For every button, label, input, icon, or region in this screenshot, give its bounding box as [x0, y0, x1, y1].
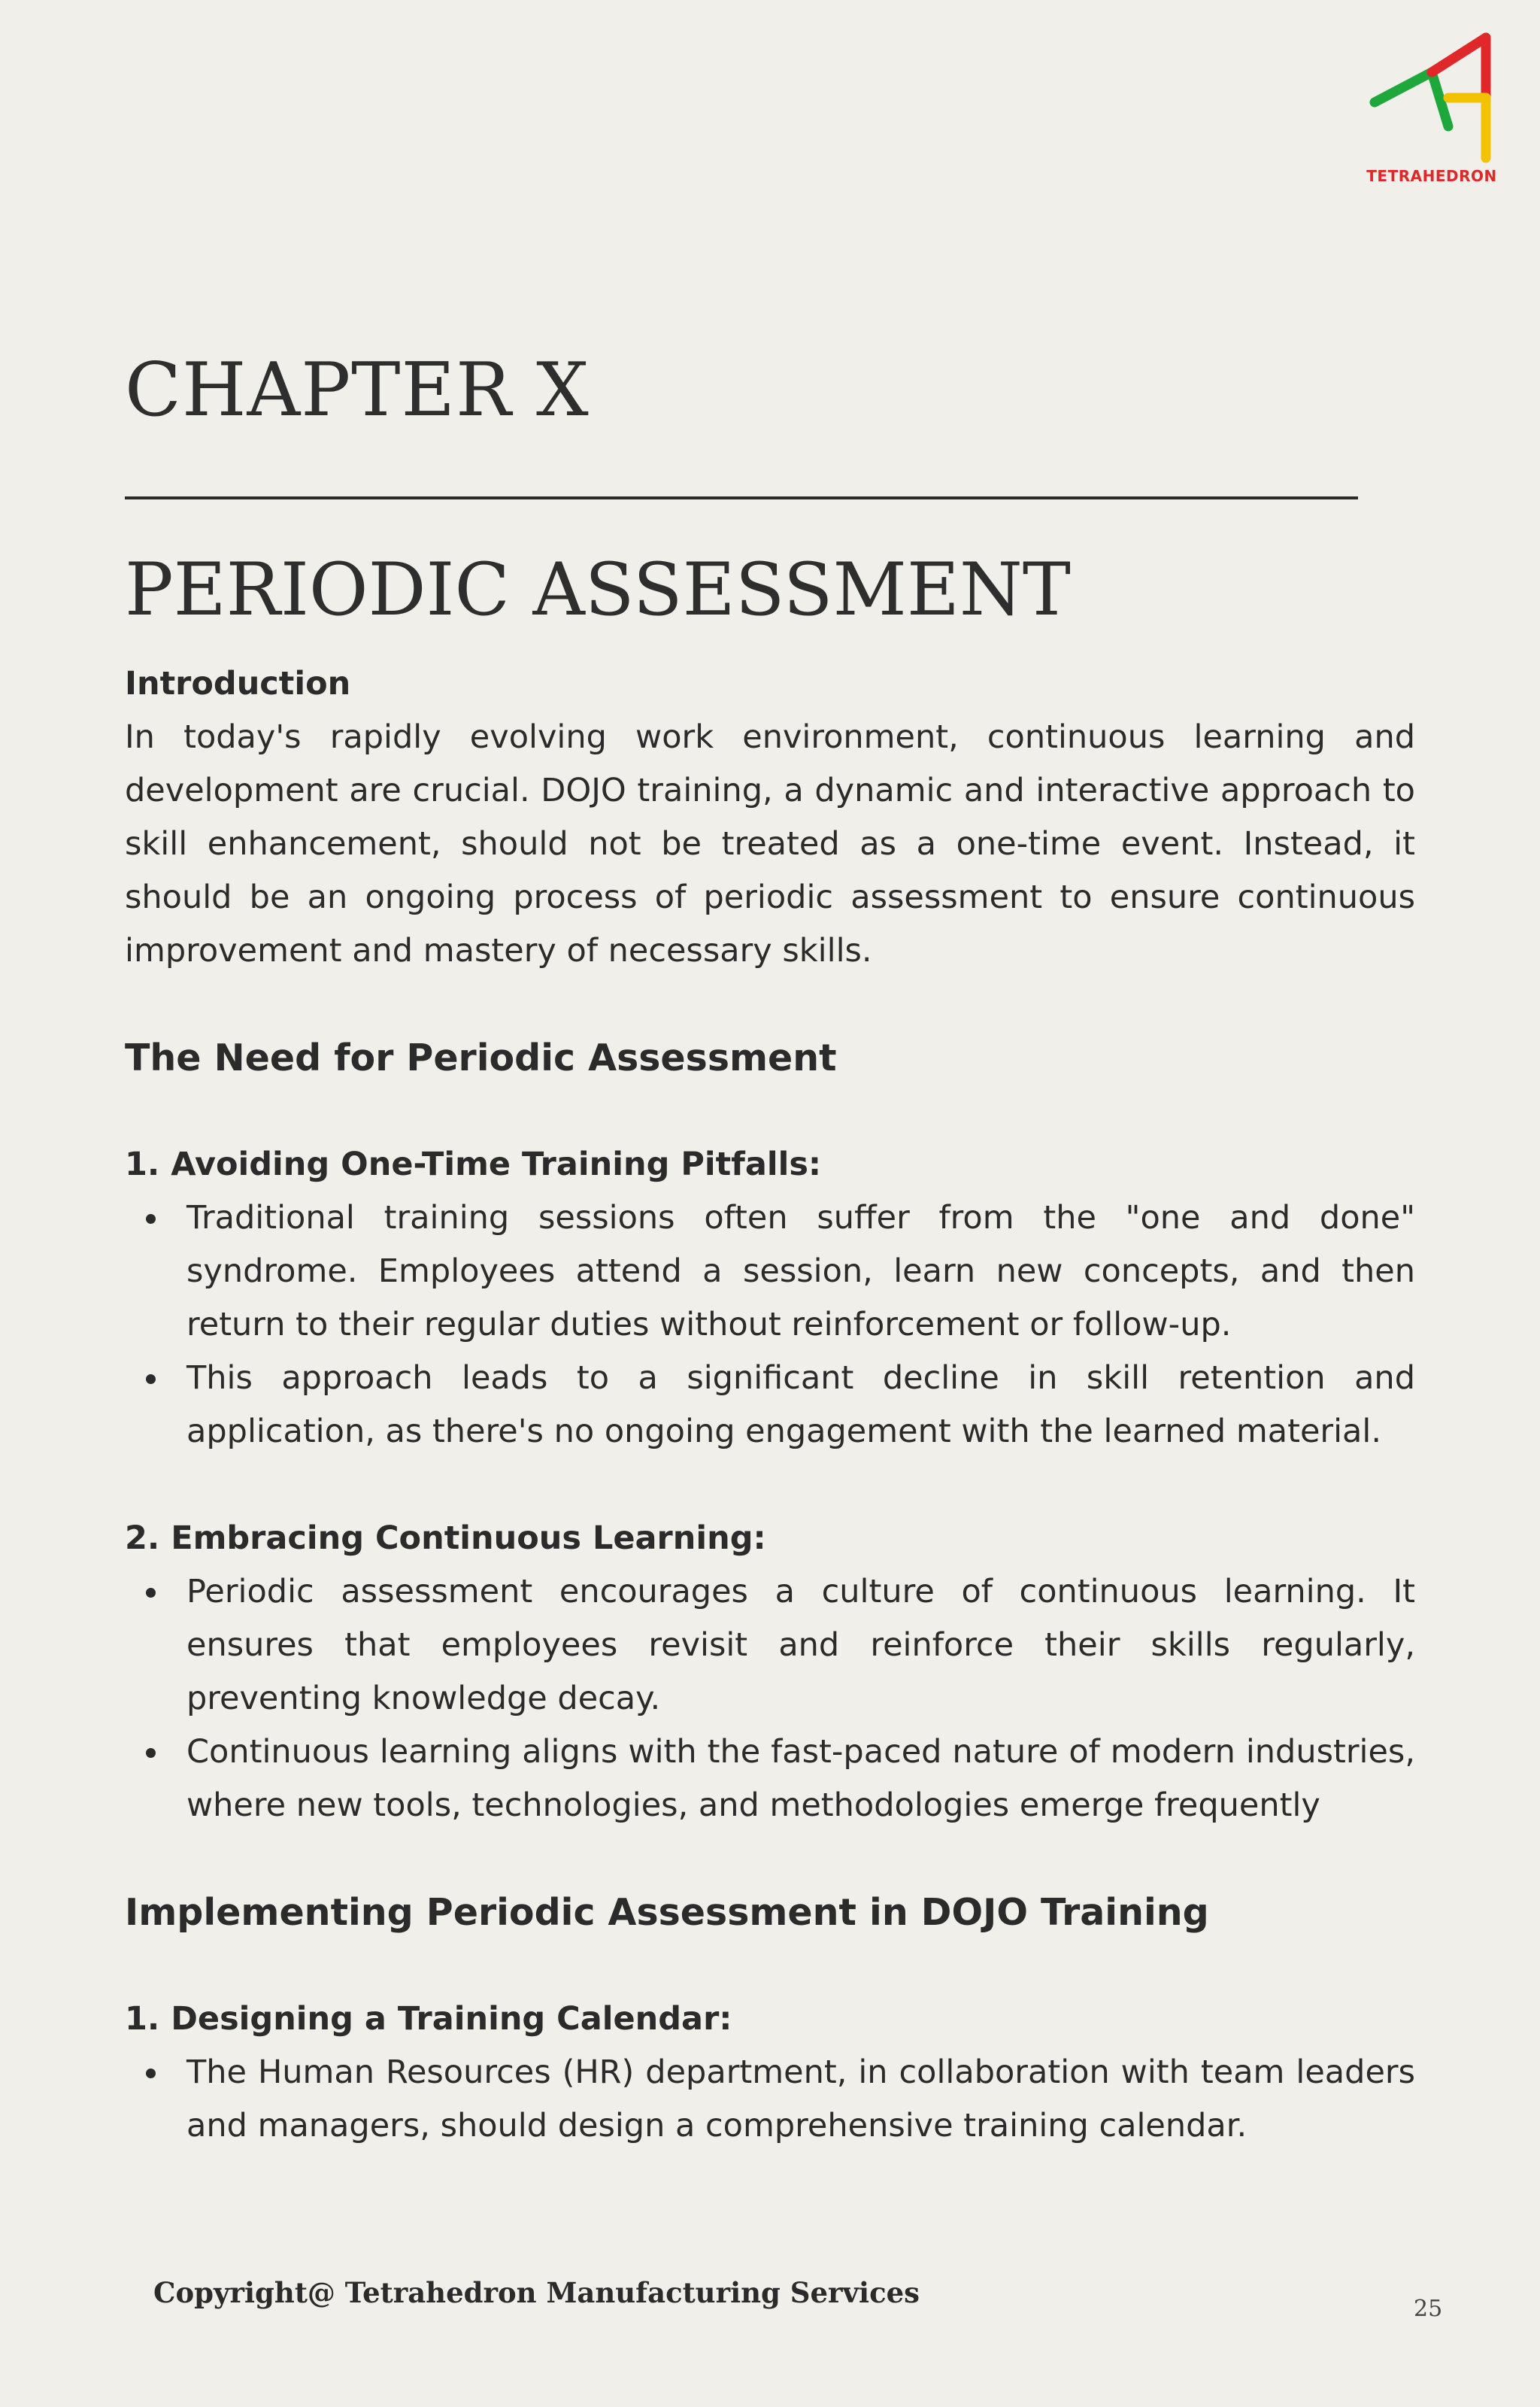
- list-item: This approach leads to a significant decline in skill retention and application, as there's no ongoing engagement with the learned material.: [125, 1352, 1415, 1458]
- bullet-icon: [146, 1214, 156, 1224]
- list-item: Continuous learning aligns with the fast-paced nature of modern industries, where new tools, technologies, and methodologies emerge frequently: [125, 1726, 1415, 1832]
- intro-heading: Introduction: [125, 665, 351, 703]
- bullet-list: [125, 1191, 1415, 1458]
- list-item: The Human Resources (HR) department, in collaboration with team leaders and managers, should design a comprehensive training calendar.: [125, 2046, 1415, 2153]
- bullet-icon: [146, 1748, 156, 1758]
- list-item: Periodic assessment encourages a culture of continuous learning. It ensures that employees revisit and reinforce their skills regularly, preventing knowledge decay.: [125, 1565, 1415, 1726]
- subheading-avoiding: 1. Avoiding One-Time Training Pitfalls:: [125, 1146, 822, 1183]
- page-number: 25: [1414, 2296, 1443, 2322]
- section-heading-implementing: Implementing Periodic Assessment in DOJO Training: [125, 1891, 1209, 1934]
- bullet-icon: [146, 2069, 156, 2078]
- bullet-list: [125, 1565, 1415, 1832]
- subheading-calendar: 1. Designing a Training Calendar:: [125, 2000, 732, 2038]
- bullet-list: [125, 2046, 1415, 2153]
- main-content: [125, 657, 1415, 2153]
- page-title: PERIODIC ASSESSMENT: [125, 548, 1071, 632]
- intro-paragraph: In today's rapidly evolving work environment, continuous learning and development are crucial. DOJO training, a dynamic and interactive approach to skill enhancement, should not be treated as a one-time event. Instead, it should be an ongoing process of periodic assessment to ensure continuous improvement and mastery of necessary skills.: [125, 718, 1415, 970]
- divider: [125, 496, 1358, 499]
- list-item: Traditional training sessions often suffer from the "one and done" syndrome. Employees attend a session, learn new concepts, and then return to their regular duties without reinforcement or follow-up.: [125, 1191, 1415, 1352]
- chapter-heading: CHAPTER X: [125, 348, 590, 433]
- copyright-text: Copyright@ Tetrahedron Manufacturing Services: [153, 2276, 920, 2309]
- subheading-embracing: 2. Embracing Continuous Learning:: [125, 1519, 766, 1557]
- bullet-icon: [146, 1588, 156, 1598]
- bullet-icon: [146, 1374, 156, 1384]
- section-heading-need: The Need for Periodic Assessment: [125, 1037, 837, 1079]
- brand-name: TETRAHEDRON: [1366, 167, 1497, 185]
